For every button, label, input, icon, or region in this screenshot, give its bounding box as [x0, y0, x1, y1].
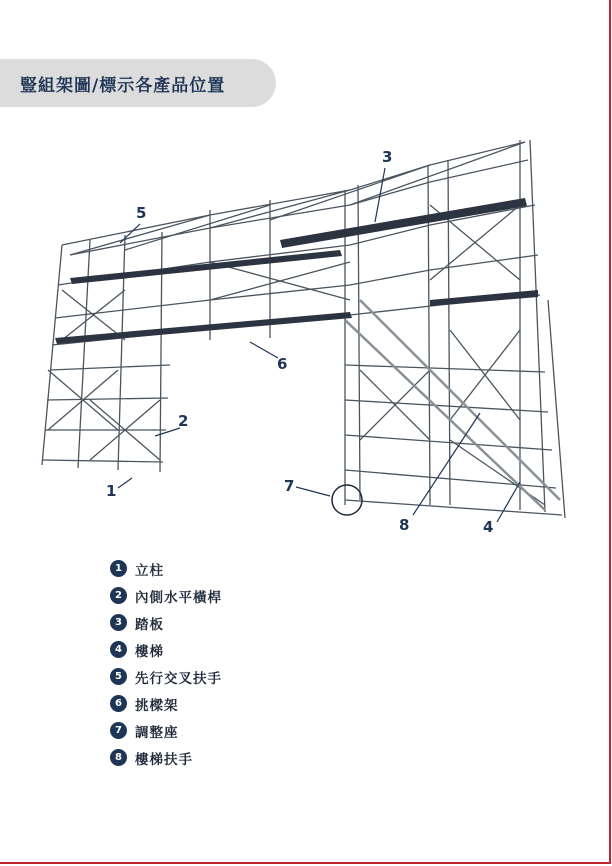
- legend-number-badge: 5: [110, 668, 127, 685]
- scaffold-frame: [42, 140, 565, 518]
- callout-3: 3: [382, 148, 393, 166]
- callout-4: 4: [483, 518, 494, 536]
- callout-7: 7: [284, 477, 295, 495]
- callout-2: 2: [178, 412, 189, 430]
- legend-label: 先行交叉扶手: [135, 670, 222, 687]
- legend-label: 內側水平橫桿: [135, 589, 222, 606]
- list-item: [110, 609, 222, 636]
- legend-label: 挑樑架: [135, 697, 179, 714]
- legend-number-badge: 8: [110, 749, 127, 766]
- callout-8: 8: [399, 516, 410, 534]
- callout-6: 6: [277, 355, 288, 373]
- legend-number-badge: 7: [110, 722, 127, 739]
- list-item: [110, 717, 222, 744]
- legend-label: 踏板: [135, 616, 164, 633]
- list-item: [110, 636, 222, 663]
- legend-number-badge: 1: [110, 560, 127, 577]
- list-item: [110, 555, 222, 582]
- legend-label: 樓梯扶手: [135, 751, 193, 768]
- callout-1: 1: [106, 482, 117, 500]
- platform-decks: [55, 198, 538, 344]
- legend-label: 立柱: [135, 562, 164, 579]
- legend-number-badge: 6: [110, 695, 127, 712]
- list-item: [110, 690, 222, 717]
- legend-label: 調整座: [135, 724, 179, 741]
- legend-number-badge: 4: [110, 641, 127, 658]
- list-item: [110, 582, 222, 609]
- list-item: [110, 744, 222, 771]
- legend-list: [110, 555, 222, 771]
- callout-5: 5: [136, 204, 147, 222]
- legend-number-badge: 2: [110, 587, 127, 604]
- legend-label: 樓梯: [135, 643, 164, 660]
- legend-number-badge: 3: [110, 614, 127, 631]
- page-title: 豎組架圖/標示各產品位置: [20, 75, 226, 96]
- list-item: [110, 663, 222, 690]
